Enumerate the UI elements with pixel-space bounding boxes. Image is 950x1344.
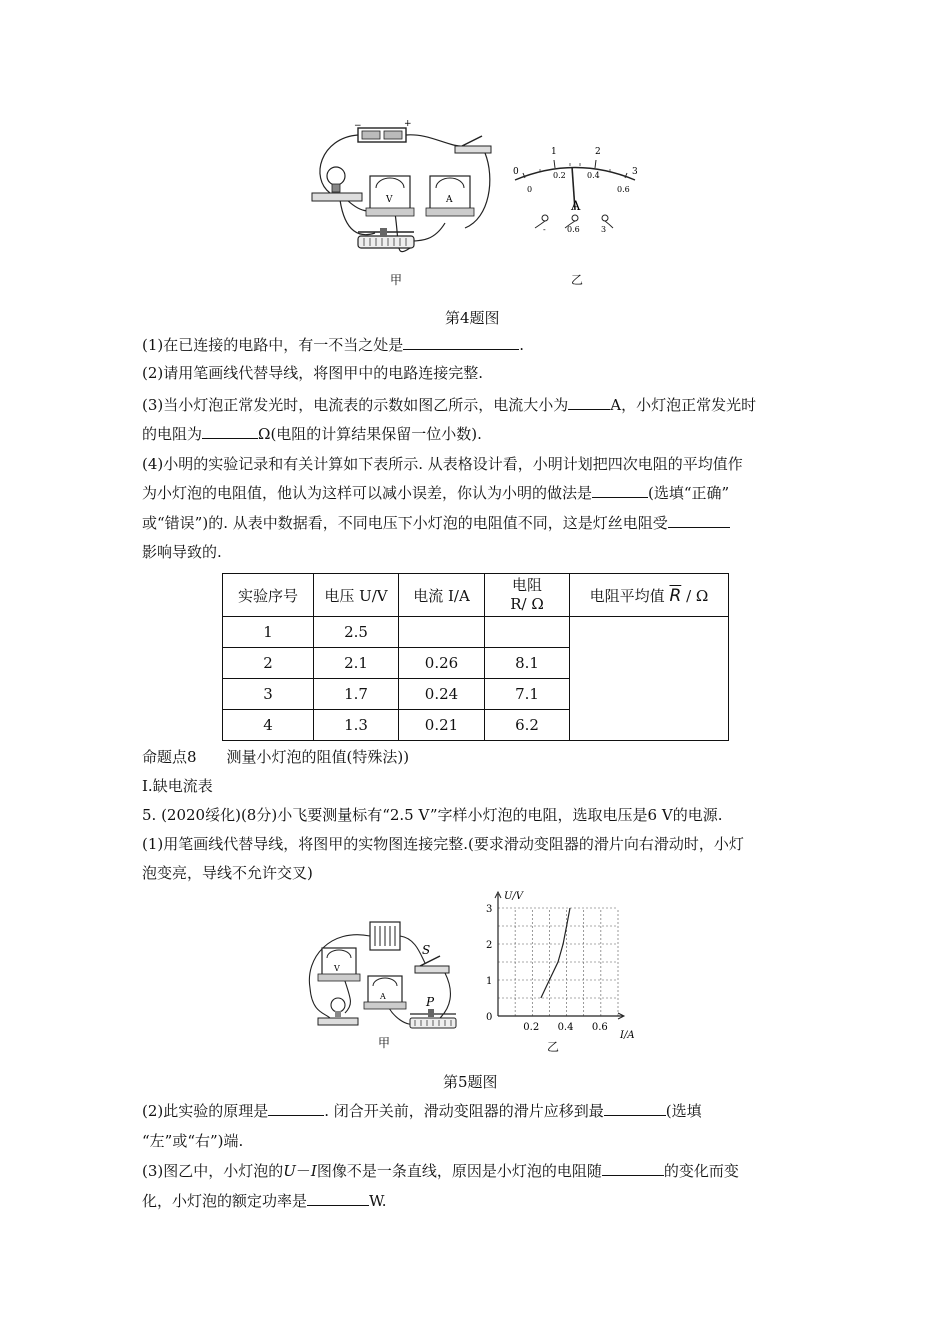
figure-4-caption: 第4题图 bbox=[445, 309, 500, 327]
q4-part1: (1)在已连接的电路中，有一不当之处是 . bbox=[142, 336, 525, 354]
y-tick-label: 2 bbox=[486, 940, 493, 951]
figure-4-label-yi: 乙 bbox=[571, 273, 584, 287]
y-tick-label: 3 bbox=[486, 904, 493, 915]
figure-4-ammeter-dial bbox=[505, 140, 645, 240]
slider-label-p: P bbox=[426, 995, 435, 1009]
col-header-avg-resistance: 电阻平均值 $\overline{R}$ / Ω bbox=[570, 574, 729, 617]
q5-stem: 5. (2020绥化)(8分)小飞要测量标有“2.5 V”字样小灯泡的电阻，选取电压是6 V的电源. bbox=[142, 806, 723, 824]
q4-part4-cont3: 影响导致的. bbox=[142, 543, 222, 561]
q4-part4-cont1: 为小灯泡的电阻值，他认为这样可以减小误差，你认为小明的做法是 (选填“正确” bbox=[142, 484, 730, 502]
ammeter-bottom-02: 0.2 bbox=[553, 171, 566, 180]
ammeter-terminal-minus: - bbox=[543, 225, 546, 234]
x-tick-label: 0.2 bbox=[523, 1022, 540, 1033]
ammeter-unit: A bbox=[571, 199, 581, 214]
svg-text:A: A bbox=[380, 992, 386, 1001]
answer-blank[interactable] bbox=[403, 335, 519, 350]
answer-blank[interactable] bbox=[568, 395, 610, 410]
answer-blank[interactable] bbox=[307, 1191, 369, 1206]
x-tick-label: 0.4 bbox=[557, 1022, 574, 1033]
table-row: 4 1.3 0.21 6.2 bbox=[223, 710, 729, 741]
q5-part2: (2)此实验的原理是 . 闭合开关前，滑动变阻器的滑片应移到最 (选填 bbox=[142, 1102, 702, 1120]
figure-4-circuit bbox=[300, 118, 500, 288]
q5-part1-cont: 泡变亮，导线不允许交叉) bbox=[142, 864, 313, 882]
table-row: 3 1.7 0.24 7.1 bbox=[223, 679, 729, 710]
col-header-trial: 实验序号 bbox=[223, 574, 314, 617]
figure-5-ui-graph bbox=[478, 888, 648, 1053]
q4-part4: (4)小明的实验记录和有关计算如下表所示. 从表格设计看，小明计划把四次电阻的平均值作 bbox=[142, 455, 743, 473]
figure-5-circuit bbox=[300, 918, 460, 1048]
q4-part4-cont2: 或“错误”)的. 从表中数据看，不同电压下小灯泡的电阻值不同，这是灯丝电阻受 bbox=[142, 513, 730, 533]
table-row: 2 2.1 0.26 8.1 bbox=[223, 648, 729, 679]
y-tick-label: 1 bbox=[486, 976, 493, 987]
answer-blank[interactable] bbox=[602, 1161, 664, 1176]
y-tick-label: 0 bbox=[486, 1012, 493, 1023]
ui-curve bbox=[541, 908, 570, 998]
section-heading: 命题点8 测量小灯泡的阻值(特殊法)) bbox=[142, 748, 410, 766]
figure-5-label-jia: 甲 bbox=[378, 1036, 391, 1050]
answer-blank[interactable] bbox=[268, 1101, 324, 1116]
switch-label-s: S bbox=[422, 943, 431, 957]
col-header-resistance: 电阻 R/ Ω bbox=[485, 574, 570, 617]
q5-part2-cont: “左”或“右”)端. bbox=[142, 1132, 244, 1150]
ammeter-bottom-0: 0 bbox=[527, 185, 533, 194]
ammeter-top-0: 0 bbox=[513, 167, 519, 177]
avg-resistance-cell[interactable] bbox=[570, 617, 729, 741]
q5-part1: (1)用笔画线代替导线，将图甲的实物图连接完整.(要求滑动变阻器的滑片向右滑动时，小灯 bbox=[142, 835, 744, 853]
col-header-current: 电流 I/A bbox=[399, 574, 485, 617]
q4-part2: (2)请用笔画线代替导线，将图甲中的电路连接完整. bbox=[142, 364, 484, 382]
q4-part3-cont: 的电阻为 Ω(电阻的计算结果保留一位小数). bbox=[142, 425, 482, 443]
section-subheading: Ⅰ.缺电流表 bbox=[142, 777, 213, 795]
svg-text:V: V bbox=[334, 964, 340, 973]
figure-4-label-jia: 甲 bbox=[390, 273, 403, 287]
y-axis-label: U/V bbox=[504, 891, 524, 902]
ammeter-terminal-06: 0.6 bbox=[567, 225, 580, 234]
ammeter-terminal-3: 3 bbox=[601, 225, 607, 234]
experiment-table bbox=[222, 573, 729, 741]
answer-blank[interactable] bbox=[202, 424, 258, 439]
ammeter-top-3: 3 bbox=[632, 167, 638, 177]
x-axis-label: I/A bbox=[620, 1030, 635, 1041]
figure-5-label-yi: 乙 bbox=[547, 1040, 560, 1054]
x-tick-label: 0.6 bbox=[591, 1022, 608, 1033]
r-bar-symbol: $\overline{R}$ bbox=[669, 585, 682, 606]
q5-part3-cont: 化，小灯泡的额定功率是 W. bbox=[142, 1192, 387, 1210]
answer-blank[interactable] bbox=[592, 483, 648, 498]
ammeter-top-1: 1 bbox=[551, 147, 557, 157]
svg-text:A: A bbox=[446, 195, 453, 205]
q4-part3: (3)当小灯泡正常发光时，电流表的示数如图乙所示，电流大小为 A，小灯泡正常发光时 bbox=[142, 396, 757, 414]
svg-text:−: − bbox=[354, 121, 362, 131]
table-row: 1 2.5 bbox=[223, 617, 729, 648]
svg-text:+: + bbox=[404, 119, 412, 129]
answer-blank[interactable] bbox=[668, 513, 730, 528]
col-header-voltage: 电压 U/V bbox=[314, 574, 399, 617]
figure-5-caption: 第5题图 bbox=[443, 1073, 498, 1091]
answer-blank[interactable] bbox=[604, 1101, 666, 1116]
svg-text:V: V bbox=[386, 195, 393, 205]
q5-part3: (3)图乙中，小灯泡的U－I图像不是一条直线，原因是小灯泡的电阻随 的变化而变 bbox=[142, 1162, 739, 1180]
ammeter-bottom-04: 0.4 bbox=[587, 171, 600, 180]
ammeter-bottom-06: 0.6 bbox=[617, 185, 630, 194]
ammeter-top-2: 2 bbox=[595, 147, 601, 157]
